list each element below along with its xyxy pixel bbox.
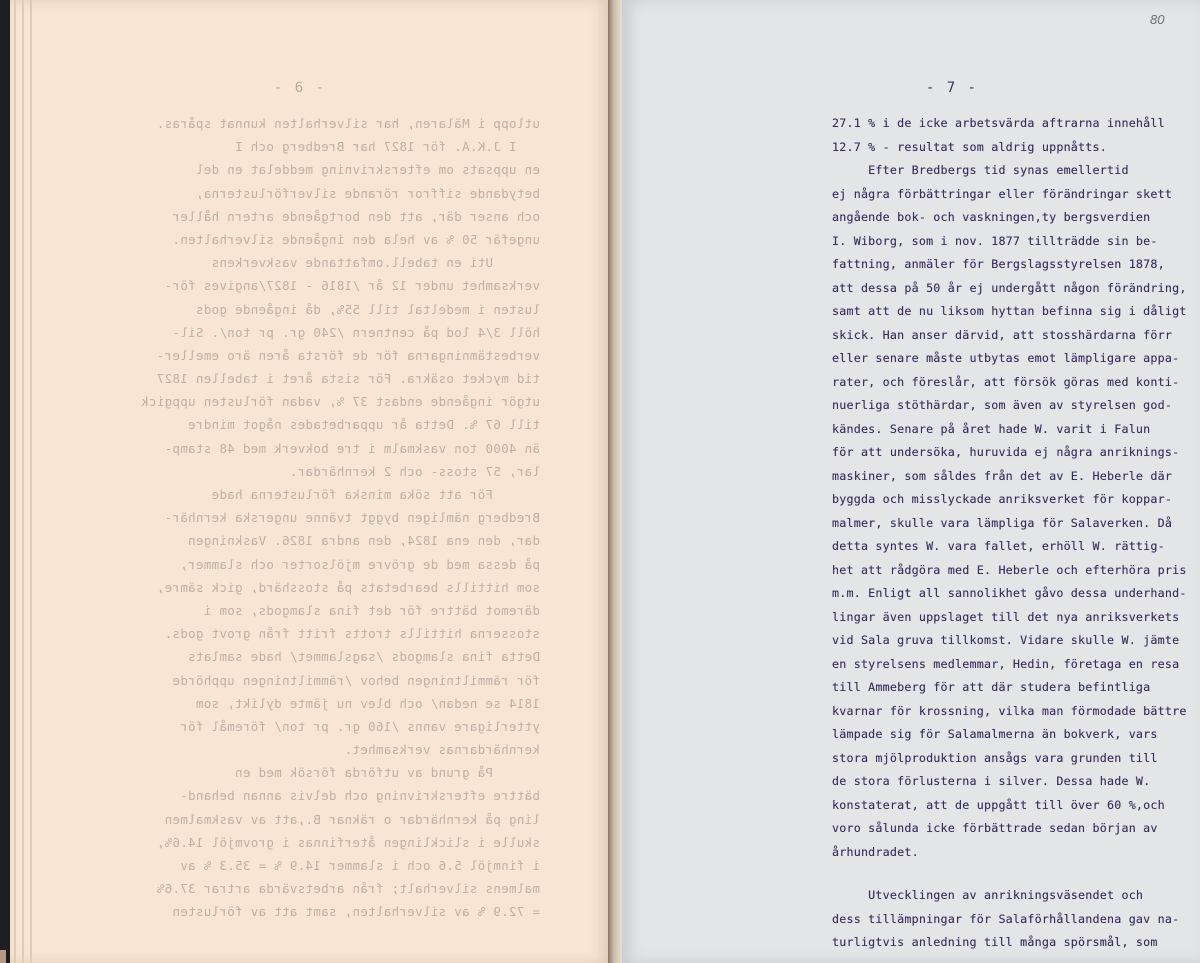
text-line: voro sålunda icke förbättrade sedan början av: [832, 821, 1158, 835]
text-line: detta syntes W. vara fallet, erhöll W. rättig-: [832, 539, 1165, 553]
right-page-body: [832, 112, 1187, 955]
text-line: 12.7 % - resultat som aldrig uppnåtts.: [832, 139, 1107, 154]
text-line: för rämmiltningen behov /rämmiltningen upphörde: [172, 672, 540, 688]
text-line: en styrelsens medlemmar, Hedin, företaga en resa: [832, 656, 1180, 671]
paragraph-1: [832, 112, 1187, 864]
text-line: kernhärdarnas verksamhet.: [344, 742, 540, 758]
text-line: eller senare måste utbytas emot lämpligare appa-: [832, 351, 1180, 365]
text-line: som hittills bearbetats på stosshärd, gick sämre,: [156, 579, 540, 595]
left-page: [10, 0, 608, 963]
page-stack-edge: [22, 0, 24, 963]
left-page-bleedthrough-text: [70, 112, 540, 924]
text-line: tid mycket osäkra. För sista året i tabellen 1827: [156, 371, 540, 387]
text-line: Detta fina slamgods /sagslammet/ hade samlats: [187, 649, 540, 665]
text-line: maskiner, som såldes från det av E. Heberle där: [832, 468, 1173, 483]
text-line: för att undersöka, huruvida ej några anriknings-: [832, 445, 1180, 459]
text-line: vid Sala gruva tillkomst. Vidare skulle W. jämte: [832, 633, 1180, 647]
page-stack-edge: [14, 0, 16, 963]
text-line: nuerliga stöthärdar, som även av styrelsen god-: [832, 398, 1173, 412]
text-line: 27.1 % i de icke arbetsvärda aftrarna innehåll: [832, 116, 1165, 130]
text-line: = 72.9 % av silverhalten, samt att av förlusten: [172, 904, 540, 920]
text-line: däremot bättre för det fina slamgods, som i: [203, 602, 540, 618]
text-line: malmens silverhalt; från arbetsvärda artrar 37.6%: [156, 881, 540, 897]
left-page-number: - 6 -: [273, 80, 327, 96]
text-line: bättre efterskrivning och delvis annan behand-: [180, 788, 540, 804]
text-line: kvarnar för krossning, vilka man förmodade bättre: [832, 703, 1187, 718]
text-line: skick. Han anser därvid, att stosshärdarna förr: [832, 327, 1173, 342]
text-line: dar, den ena 1824, den andra 1826. Vaskningen: [187, 533, 540, 549]
text-line: verbestämningarna för de första åren äro emeller-: [156, 347, 540, 363]
text-line: ytterligare vanns /160 gr. pr ton/ föremål för: [180, 718, 540, 734]
right-page-number: - 7 -: [925, 80, 979, 96]
text-line: lämpade sig för Salamalmerna än bokverk, vars: [832, 727, 1158, 741]
text-line: Uti en tabell.omfattande vaskverkens: [211, 255, 540, 271]
text-line: än 4000 ton vaskmalm i tre bokverk med 48 stamp-: [164, 440, 540, 456]
text-line: till 67 %. Detta år upparbetades något mindre: [187, 417, 540, 433]
text-line: I J.K.A. för 1827 har Bredberg och I: [234, 139, 540, 155]
text-line: konstaterat, att de uppgått till över 60 %,och: [832, 797, 1165, 812]
text-line: utlopp i Mälaren, har silverhalten kunnat spåras.: [156, 116, 540, 131]
text-line: i finmjöl 5.6 och i slammer 14.9 % = 35.3 % av: [180, 858, 540, 873]
text-line: För att söka minska förlusterna hade: [211, 487, 540, 502]
text-line: och anser där, att den bortgående artern håller: [172, 208, 540, 224]
text-line: I. Wiborg, som i nov. 1877 tillträdde sin be-: [832, 233, 1158, 248]
text-line: malmer, skulle vara lämpliga för Salaverken. Då: [832, 515, 1173, 530]
text-line: ling på kernhärdar o räknar B.,att av vaskmalmen: [164, 811, 540, 827]
text-line: byggda och misslyckade anriksverket för koppar-: [832, 492, 1173, 506]
text-line: dess tillämpningar för Salaförhållandena gav na-: [832, 911, 1180, 926]
text-line: kändes. Senare på året hade W. varit i Falun: [832, 421, 1151, 436]
text-line: stosserna hittills trotts fritt från grovt gods.: [164, 626, 540, 642]
text-line: stora mjölproduktion ansågs vara grunden till: [832, 750, 1158, 765]
right-page: [622, 0, 1200, 963]
text-line: en uppsats om efterskrivning meddelat en del: [195, 162, 540, 178]
archive-folio-number: 80: [1150, 12, 1165, 27]
text-line: århundradet.: [832, 844, 919, 859]
text-line: 1814 se nedan/ och blev nu jämte dylikt, som: [195, 695, 540, 711]
text-line: lar, 57 stoss- och 2 kernhärdar.: [289, 463, 540, 479]
text-line: fattning, anmäler för Bergslagsstyrelsen 1878,: [832, 257, 1165, 271]
book-spine: [608, 0, 622, 963]
text-line: Bredberg nämligen byggt tvänne ungerska kernhär-: [164, 510, 540, 526]
text-line: utgör ingående endast 37 %, vadan förlusten uppgick: [140, 394, 540, 410]
text-line: betydande siffror rörande silverförlusterna,: [195, 185, 540, 201]
text-line: turligtvis anledning till många spörsmål, som: [832, 935, 1158, 949]
text-line: angående bok- och vaskningen,ty bergsverdien: [832, 210, 1151, 224]
text-line: rater, och föreslår, att försök göras med konti-: [832, 374, 1180, 389]
page-stack-edge: [30, 0, 32, 963]
text-line: m.m. Enligt all sannolikhet gåvo dessa underhand-: [832, 586, 1187, 600]
text-line: att dessa på 50 år ej undergått någon förändring,: [832, 280, 1187, 295]
text-line: på dessa med de grövre mjölsorter och slammer,: [180, 556, 540, 572]
text-line: de stora förlusterna i silver. Dessa hade W.: [832, 774, 1151, 788]
text-line: ej några förbättringar eller förändringar skett: [832, 186, 1173, 201]
paragraph-2: [832, 884, 1180, 955]
text-line: höll 3/4 lod på centnern /240 gr. pr ton/. Sil-: [172, 324, 540, 340]
text-line: het att rådgöra med E. Heberle och efterhöra pris: [832, 562, 1187, 577]
text-line: skulle i slicklingen återfinnas i grovmjöl 14.6%,: [156, 834, 540, 850]
page-edge-mark: [0, 950, 6, 963]
text-line: lusten i medeltal till 55%, då ingående gods: [195, 301, 540, 317]
text-line: samt att de nu liksom hyttan befinna sig i dåligt: [832, 304, 1187, 318]
text-line: lingar även uppslaget till det nya anriksverkets: [832, 609, 1180, 624]
text-line: ungefär 50 % av hela den ingående silverhalten.: [172, 231, 540, 247]
text-line: verksamhet under 12 år /1816 - 1827/angives för-: [164, 278, 540, 294]
text-line: till Ammeberg för att där studera befintliga: [832, 680, 1151, 694]
text-line: Efter Bredbergs tid synas emellertid: [832, 163, 1129, 177]
text-line: På grund av utförda försök med en: [234, 765, 540, 781]
text-line: Utvecklingen av anrikningsväsendet och: [832, 888, 1144, 902]
